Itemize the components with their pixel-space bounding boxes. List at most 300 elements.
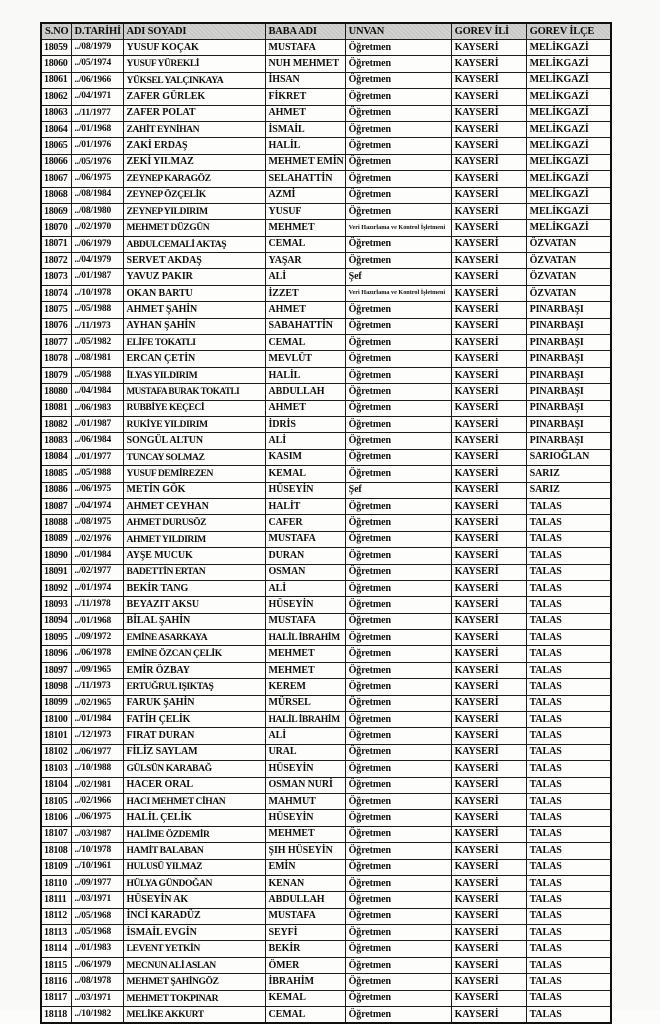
cell: ALİ: [265, 269, 345, 285]
cell: KAYSERİ: [451, 712, 526, 728]
cell: 18093: [41, 597, 71, 613]
table-row: [41, 351, 611, 367]
cell: URAL: [265, 744, 345, 760]
cell: KAYSERİ: [451, 154, 526, 170]
table-row: [41, 728, 611, 744]
cell: KAYSERİ: [451, 564, 526, 580]
cell: HALİME ÖZDEMİR: [123, 826, 265, 842]
cell: ZAHİT EYNİHAN: [123, 121, 265, 137]
cell: AHMET DURUSÖZ: [123, 515, 265, 531]
table-row: [41, 974, 611, 990]
cell: Öğretmen: [345, 974, 451, 990]
table-row: [41, 154, 611, 170]
cell: ../01/1984: [71, 548, 123, 564]
cell: 18099: [41, 695, 71, 711]
cell: Öğretmen: [345, 351, 451, 367]
cell: KAYSERİ: [451, 580, 526, 596]
cell: İSMAİL: [265, 121, 345, 137]
cell: HÜSEYİN AK: [123, 892, 265, 908]
cell: ../10/1961: [71, 859, 123, 875]
cell: KAYSERİ: [451, 72, 526, 88]
cell: ../06/1977: [71, 744, 123, 760]
table-row: [41, 646, 611, 662]
cell: ../10/1982: [71, 1007, 123, 1024]
cell: MELİKGAZİ: [526, 121, 611, 137]
cell: KAYSERİ: [451, 793, 526, 809]
cell: Veri Hazırlama ve Kontrol İşletmeni: [345, 285, 451, 301]
cell: ../06/1983: [71, 400, 123, 416]
cell: HALİL İBRAHİM: [265, 712, 345, 728]
cell: ../03/1971: [71, 990, 123, 1006]
cell: ZEYNEP KARAGÖZ: [123, 171, 265, 187]
cell: OKAN BARTU: [123, 285, 265, 301]
cell: KAYSERİ: [451, 892, 526, 908]
cell: 18107: [41, 826, 71, 842]
cell: Öğretmen: [345, 187, 451, 203]
cell: ../08/1980: [71, 203, 123, 219]
cell: YAVUZ PAKIR: [123, 269, 265, 285]
table-row: [41, 302, 611, 318]
cell: ../04/1971: [71, 89, 123, 105]
cell: ../01/1968: [71, 121, 123, 137]
cell: ../06/1979: [71, 957, 123, 973]
cell: ../05/1988: [71, 367, 123, 383]
cell: TALAS: [526, 1007, 611, 1024]
cell: MELİKGAZİ: [526, 56, 611, 72]
cell: Öğretmen: [345, 548, 451, 564]
cell: ERCAN ÇETİN: [123, 351, 265, 367]
cell: KAYSERİ: [451, 646, 526, 662]
cell: ../01/1976: [71, 138, 123, 154]
cell: ../05/1968: [71, 908, 123, 924]
cell: 18086: [41, 482, 71, 498]
cell: Öğretmen: [345, 679, 451, 695]
cell: ../08/1981: [71, 351, 123, 367]
cell: 18084: [41, 449, 71, 465]
cell: İSMAİL EVGİN: [123, 925, 265, 941]
cell: ../06/1975: [71, 810, 123, 826]
cell: MEHMET TOKPINAR: [123, 990, 265, 1006]
cell: Öğretmen: [345, 384, 451, 400]
cell: MEHMET: [265, 220, 345, 236]
cell: ZAFER GÜRLEK: [123, 89, 265, 105]
cell: ../01/1987: [71, 416, 123, 432]
cell: İBRAHİM: [265, 974, 345, 990]
cell: KAYSERİ: [451, 957, 526, 973]
cell: MELİKGAZİ: [526, 40, 611, 56]
cell: NUH MEHMET: [265, 56, 345, 72]
cell: MEHMET: [265, 826, 345, 842]
cell: KENAN: [265, 875, 345, 891]
cell: TALAS: [526, 630, 611, 646]
cell: PINARBAŞI: [526, 335, 611, 351]
cell: 18095: [41, 630, 71, 646]
cell: KAYSERİ: [451, 318, 526, 334]
cell: TALAS: [526, 515, 611, 531]
cell: ../04/1974: [71, 498, 123, 514]
cell: 18071: [41, 236, 71, 252]
cell: 18115: [41, 957, 71, 973]
cell: 18059: [41, 40, 71, 56]
table-row: [41, 826, 611, 842]
cell: ../02/1977: [71, 564, 123, 580]
cell: 18105: [41, 793, 71, 809]
cell: AHMET: [265, 105, 345, 121]
cell: 18112: [41, 908, 71, 924]
table-row: [41, 580, 611, 596]
cell: HACER ORAL: [123, 777, 265, 793]
cell: ../11/1973: [71, 318, 123, 334]
table-row: [41, 171, 611, 187]
cell: 18072: [41, 253, 71, 269]
cell: 18091: [41, 564, 71, 580]
cell: 18101: [41, 728, 71, 744]
cell: SARIZ: [526, 482, 611, 498]
cell: 18092: [41, 580, 71, 596]
cell: SABAHATTİN: [265, 318, 345, 334]
cell: İLYAS YILDIRIM: [123, 367, 265, 383]
cell: ../02/1976: [71, 531, 123, 547]
cell: TALAS: [526, 548, 611, 564]
cell: BEYAZIT AKSU: [123, 597, 265, 613]
cell: Öğretmen: [345, 826, 451, 842]
column-header: S.NO: [41, 23, 71, 40]
cell: KAYSERİ: [451, 777, 526, 793]
cell: TALAS: [526, 564, 611, 580]
cell: SARIZ: [526, 466, 611, 482]
cell: Öğretmen: [345, 40, 451, 56]
cell: ../06/1984: [71, 433, 123, 449]
cell: 18114: [41, 941, 71, 957]
cell: 18108: [41, 843, 71, 859]
cell: KAYSERİ: [451, 728, 526, 744]
cell: 18067: [41, 171, 71, 187]
cell: MECNUN ALİ ASLAN: [123, 957, 265, 973]
cell: 18118: [41, 1007, 71, 1024]
cell: HÜSEYİN: [265, 761, 345, 777]
table-row: [41, 613, 611, 629]
cell: YUSUF YÜREKLİ: [123, 56, 265, 72]
cell: Öğretmen: [345, 253, 451, 269]
cell: 18097: [41, 662, 71, 678]
cell: KAYSERİ: [451, 597, 526, 613]
cell: KAYSERİ: [451, 236, 526, 252]
cell: KAYSERİ: [451, 335, 526, 351]
cell: KAYSERİ: [451, 121, 526, 137]
cell: AHMET: [265, 302, 345, 318]
table-row: [41, 597, 611, 613]
cell: MELİKGAZİ: [526, 187, 611, 203]
cell: TALAS: [526, 826, 611, 842]
cell: Öğretmen: [345, 957, 451, 973]
cell: 18106: [41, 810, 71, 826]
cell: Öğretmen: [345, 433, 451, 449]
cell: ../08/1978: [71, 974, 123, 990]
table-head: [41, 23, 611, 40]
cell: İNCİ KARADÜZ: [123, 908, 265, 924]
table-row: [41, 662, 611, 678]
cell: CEMAL: [265, 236, 345, 252]
cell: MELİKGAZİ: [526, 138, 611, 154]
cell: SEYFİ: [265, 925, 345, 941]
cell: METİN GÖK: [123, 482, 265, 498]
cell: KAYSERİ: [451, 679, 526, 695]
cell: BADETTİN ERTAN: [123, 564, 265, 580]
cell: BEKİR TANG: [123, 580, 265, 596]
cell: ../05/1988: [71, 466, 123, 482]
cell: ALİ: [265, 728, 345, 744]
cell: 18088: [41, 515, 71, 531]
cell: 18062: [41, 89, 71, 105]
cell: KAYSERİ: [451, 466, 526, 482]
cell: KAYSERİ: [451, 285, 526, 301]
cell: Öğretmen: [345, 990, 451, 1006]
cell: PINARBAŞI: [526, 302, 611, 318]
cell: Öğretmen: [345, 597, 451, 613]
cell: Öğretmen: [345, 171, 451, 187]
cell: TALAS: [526, 925, 611, 941]
cell: KAYSERİ: [451, 843, 526, 859]
table-row: [41, 89, 611, 105]
cell: Öğretmen: [345, 1007, 451, 1024]
cell: TALAS: [526, 597, 611, 613]
cell: ../06/1975: [71, 482, 123, 498]
cell: ../02/1970: [71, 220, 123, 236]
cell: KAYSERİ: [451, 531, 526, 547]
cell: MUSTAFA: [265, 531, 345, 547]
cell: ÖZVATAN: [526, 285, 611, 301]
cell: ../06/1979: [71, 236, 123, 252]
column-header: ADI SOYADI: [123, 23, 265, 40]
cell: MEHMET: [265, 662, 345, 678]
cell: Öğretmen: [345, 105, 451, 121]
cell: KAYSERİ: [451, 171, 526, 187]
table-body: [41, 40, 611, 1024]
cell: KAYSERİ: [451, 974, 526, 990]
cell: 18068: [41, 187, 71, 203]
cell: Öğretmen: [345, 203, 451, 219]
cell: KAYSERİ: [451, 613, 526, 629]
cell: ALİ: [265, 580, 345, 596]
cell: KEREM: [265, 679, 345, 695]
cell: HALİL: [265, 367, 345, 383]
cell: ABDULLAH: [265, 384, 345, 400]
cell: KAYSERİ: [451, 416, 526, 432]
table-row: [41, 105, 611, 121]
cell: TALAS: [526, 843, 611, 859]
cell: 18078: [41, 351, 71, 367]
cell: 18117: [41, 990, 71, 1006]
table-row: [41, 630, 611, 646]
cell: TALAS: [526, 646, 611, 662]
cell: 18080: [41, 384, 71, 400]
cell: İZZET: [265, 285, 345, 301]
column-header: D.TARİHİ: [71, 23, 123, 40]
table-row: [41, 843, 611, 859]
cell: Öğretmen: [345, 630, 451, 646]
cell: MEVLÜT: [265, 351, 345, 367]
cell: 18065: [41, 138, 71, 154]
column-header: UNVAN: [345, 23, 451, 40]
cell: HÜLYA GÜNDOĞAN: [123, 875, 265, 891]
cell: EMİR ÖZBAY: [123, 662, 265, 678]
table-row: [41, 121, 611, 137]
cell: Öğretmen: [345, 662, 451, 678]
cell: MUSTAFA: [265, 908, 345, 924]
table-row: [41, 269, 611, 285]
cell: SONGÜL ALTUN: [123, 433, 265, 449]
cell: RUKİYE YILDIRIM: [123, 416, 265, 432]
cell: BİLAL ŞAHİN: [123, 613, 265, 629]
cell: ../03/1987: [71, 826, 123, 842]
table-row: [41, 810, 611, 826]
cell: ../02/1966: [71, 793, 123, 809]
cell: AHMET CEYHAN: [123, 498, 265, 514]
table-row: [41, 859, 611, 875]
table-row: [41, 531, 611, 547]
cell: Öğretmen: [345, 580, 451, 596]
cell: 18113: [41, 925, 71, 941]
table-row: [41, 318, 611, 334]
cell: MELİKGAZİ: [526, 220, 611, 236]
table-row: [41, 777, 611, 793]
cell: TALAS: [526, 531, 611, 547]
cell: TALAS: [526, 662, 611, 678]
table-row: [41, 925, 611, 941]
cell: ../01/1984: [71, 712, 123, 728]
cell: KAYSERİ: [451, 515, 526, 531]
cell: TALAS: [526, 728, 611, 744]
cell: AHMET: [265, 400, 345, 416]
cell: EMİNE ÖZCAN ÇELİK: [123, 646, 265, 662]
table-row: [41, 285, 611, 301]
cell: Öğretmen: [345, 793, 451, 809]
cell: Öğretmen: [345, 302, 451, 318]
cell: Öğretmen: [345, 712, 451, 728]
cell: 18075: [41, 302, 71, 318]
cell: ../06/1978: [71, 646, 123, 662]
cell: TALAS: [526, 679, 611, 695]
cell: ../02/1965: [71, 695, 123, 711]
cell: 18110: [41, 875, 71, 891]
cell: TALAS: [526, 777, 611, 793]
cell: ../05/1976: [71, 154, 123, 170]
cell: FİKRET: [265, 89, 345, 105]
cell: 18102: [41, 744, 71, 760]
cell: MELİKE AKKURT: [123, 1007, 265, 1024]
cell: KAYSERİ: [451, 384, 526, 400]
column-header: GOREV İLİ: [451, 23, 526, 40]
cell: Öğretmen: [345, 466, 451, 482]
cell: 18064: [41, 121, 71, 137]
cell: ALİ: [265, 433, 345, 449]
cell: ../01/1977: [71, 449, 123, 465]
cell: 18074: [41, 285, 71, 301]
cell: ELİFE TOKATLI: [123, 335, 265, 351]
cell: MAHMUT: [265, 793, 345, 809]
cell: MUSTAFA: [265, 40, 345, 56]
cell: HAMİT BALABAN: [123, 843, 265, 859]
cell: KAYSERİ: [451, 826, 526, 842]
column-header: BABA ADI: [265, 23, 345, 40]
cell: Öğretmen: [345, 777, 451, 793]
cell: FIRAT DURAN: [123, 728, 265, 744]
cell: SARIOĞLAN: [526, 449, 611, 465]
cell: 18077: [41, 335, 71, 351]
cell: 18069: [41, 203, 71, 219]
cell: KAYSERİ: [451, 875, 526, 891]
cell: Öğretmen: [345, 843, 451, 859]
cell: ../06/1966: [71, 72, 123, 88]
cell: Öğretmen: [345, 367, 451, 383]
cell: HULUSÜ YILMAZ: [123, 859, 265, 875]
cell: KAYSERİ: [451, 269, 526, 285]
cell: Öğretmen: [345, 761, 451, 777]
table-row: [41, 220, 611, 236]
cell: ../12/1973: [71, 728, 123, 744]
cell: ../02/1981: [71, 777, 123, 793]
cell: AYŞE MUCUK: [123, 548, 265, 564]
cell: KAYSERİ: [451, 253, 526, 269]
cell: KAYSERİ: [451, 203, 526, 219]
cell: KAYSERİ: [451, 187, 526, 203]
column-header: GOREV İLÇE: [526, 23, 611, 40]
cell: TALAS: [526, 810, 611, 826]
cell: 18082: [41, 416, 71, 432]
cell: KAYSERİ: [451, 630, 526, 646]
cell: TALAS: [526, 990, 611, 1006]
cell: KAYSERİ: [451, 138, 526, 154]
cell: KAYSERİ: [451, 40, 526, 56]
cell: KAYSERİ: [451, 548, 526, 564]
cell: YUSUF: [265, 203, 345, 219]
cell: 18111: [41, 892, 71, 908]
cell: Öğretmen: [345, 56, 451, 72]
cell: YUSUF KOÇAK: [123, 40, 265, 56]
cell: KAYSERİ: [451, 482, 526, 498]
cell: TUNCAY SOLMAZ: [123, 449, 265, 465]
cell: Öğretmen: [345, 449, 451, 465]
cell: TALAS: [526, 793, 611, 809]
cell: TALAS: [526, 498, 611, 514]
cell: İDRİS: [265, 416, 345, 432]
cell: ZAFER POLAT: [123, 105, 265, 121]
table-row: [41, 367, 611, 383]
cell: KAYSERİ: [451, 761, 526, 777]
cell: ../08/1975: [71, 515, 123, 531]
cell: MELİKGAZİ: [526, 72, 611, 88]
cell: 18073: [41, 269, 71, 285]
cell: MUSTAFA: [265, 613, 345, 629]
cell: KAYSERİ: [451, 744, 526, 760]
table-row: [41, 466, 611, 482]
cell: 18060: [41, 56, 71, 72]
table-row: [41, 187, 611, 203]
cell: ../10/1988: [71, 761, 123, 777]
table-row: [41, 482, 611, 498]
cell: HÜSEYİN: [265, 810, 345, 826]
cell: Öğretmen: [345, 318, 451, 334]
cell: 18087: [41, 498, 71, 514]
cell: PINARBAŞI: [526, 351, 611, 367]
cell: KEMAL: [265, 990, 345, 1006]
cell: 18094: [41, 613, 71, 629]
cell: YUSUF DEMİREZEN: [123, 466, 265, 482]
cell: ../11/1973: [71, 679, 123, 695]
cell: 18083: [41, 433, 71, 449]
cell: Şef: [345, 269, 451, 285]
cell: KAYSERİ: [451, 220, 526, 236]
